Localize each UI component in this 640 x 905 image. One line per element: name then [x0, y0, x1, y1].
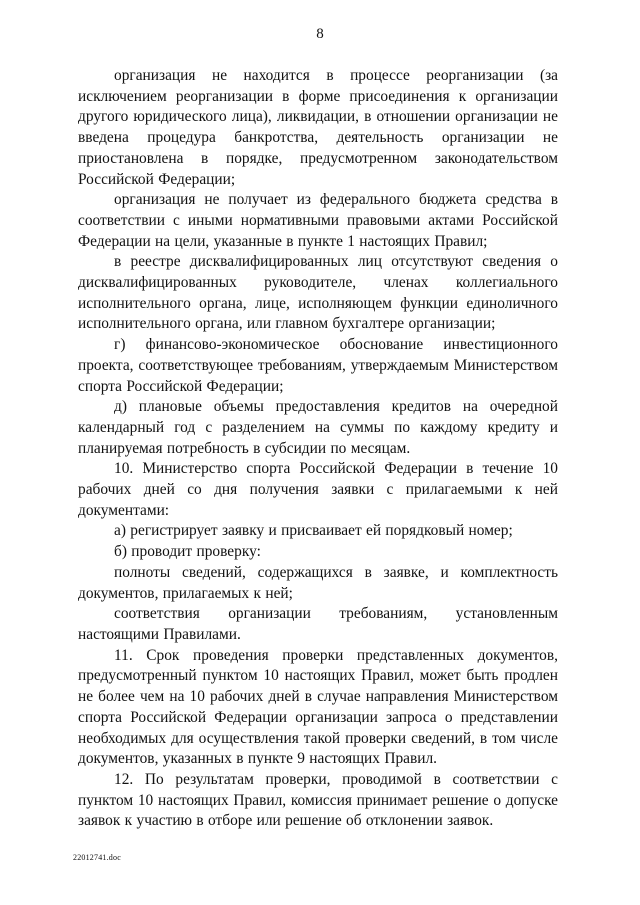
paragraph-federal-budget: организация не получает из федерального бюджета средства в соответствии с иными нормативными правовыми актами Российской Федерации на цели, указанные в пункте 1 настоящих Правил; [78, 191, 558, 250]
paragraph-clause-10a: а) регистрирует заявку и присваивает ей порядковый номер; [114, 522, 513, 540]
paragraph-clause-12: 12. По результатам проверки, проводимой в соответствии с пунктом 10 настоящих Правил, комиссия принимает решение о допуске заявок к участию в отборе или решение об отклонении заявок. [78, 770, 558, 830]
paragraph-compliance: соответствия организации требованиям, установленным настоящими Правилами. [78, 605, 558, 643]
paragraph-completeness: полноты сведений, содержащихся в заявке, и комплектность документов, прилагаемых к ней; [78, 563, 558, 602]
paragraph-clause-10b: б) проводит проверку: [114, 543, 261, 561]
paragraph-item-g: г) финансово-экономическое обоснование инвестиционного проекта, соответствующее требованиям, утверждаемым Министерством спорта Российской Федерации; [78, 336, 558, 395]
paragraph-disqualified-registry: в реестре дисквалифицированных лиц отсутствуют сведения о дисквалифицированных руководителе, членах коллегиального исполнительного органа, лице, исполняющем функции единоличного исполнительного органа, или главном бухгалтере организации; [78, 253, 558, 333]
paragraph-reorganization: организация не находится в процессе реорганизации (за исключением реорганизации в форме присоединения к организации другого юридического лица), ликвидации, в отношении организации не введена процедура банкротства, деятельность организации не приостановлена в порядке, предусмотренном законодательством Российской Федерации; [78, 67, 558, 188]
document-code: 22012741.doc [73, 853, 121, 862]
document-body [78, 66, 558, 832]
paragraph-clause-10: 10. Министерство спорта Российской Федерации в течение 10 рабочих дней со дня получения заявки с прилагаемыми к ней документами: [78, 460, 558, 519]
page-number: 8 [316, 26, 324, 42]
paragraph-item-d: д) плановые объемы предоставления кредитов на очередной календарный год с разделением на суммы по каждому кредиту и планируемая потребность в субсидии по месяцам. [78, 398, 558, 457]
paragraph-clause-11: 11. Срок проведения проверки представленных документов, предусмотренный пунктом 10 настоящих Правил, может быть продлен не более чем на 10 рабочих дней в случае направления Министерством спорта Российской Федерации организации запроса о представлении необходимых для осуществления такой проверки сведений, в том числе документов, указанных в пункте 9 настоящих Правил. [78, 646, 558, 768]
